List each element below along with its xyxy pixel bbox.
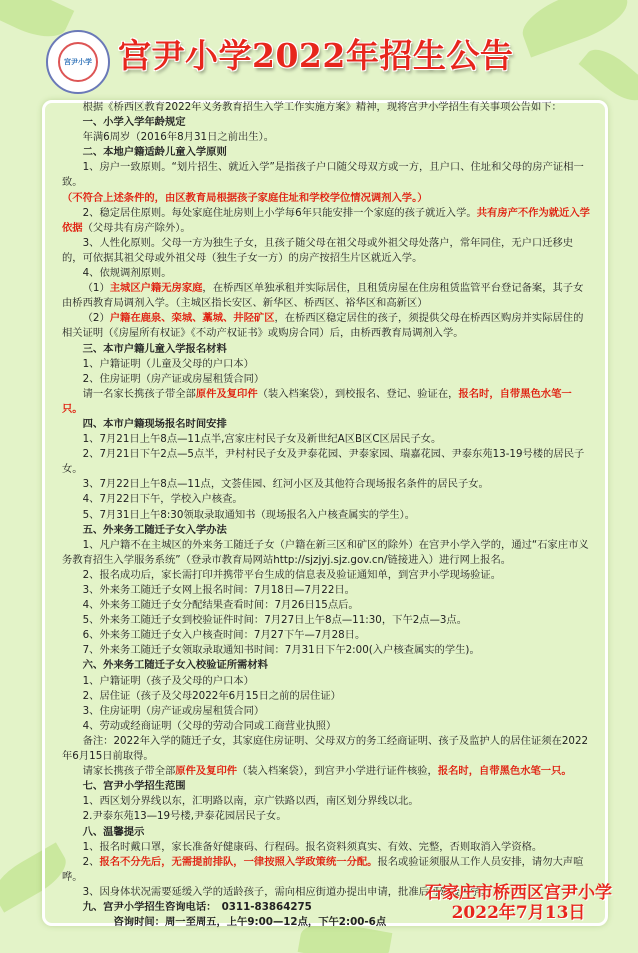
section-heading: 八、温馨提示 (82, 825, 145, 838)
list-item: 1、报名时戴口罩，家长准备好健康码、行程码。报名资料须真实、有效、完整，否则取消入学资格。 (82, 840, 543, 853)
section-heading: 四、本市户籍现场报名时间安排 (82, 417, 227, 430)
section-heading: 二、本地户籍适龄儿童入学原则 (82, 146, 227, 159)
list-item: 3、外来务工随迁子女网上报名时间：7月18日—7月22日。 (82, 584, 355, 596)
paragraph (62, 764, 592, 779)
text: 请一名家长携孩子带全部 (82, 387, 196, 400)
list-item: 5、7月31日上午8:30领取录取通知书（现场报名入户核查属实的学生）。 (82, 508, 416, 521)
school-name: 石家庄市桥西区宫尹小学 (425, 883, 612, 903)
section-heading: 五、外来务工随迁子女入学办法 (82, 523, 227, 536)
section-heading: 九、宫尹小学招生咨询电话： 0311-83864275 (82, 900, 312, 913)
list-item: 2、7月21日下午2点—5点半，尹村村民子女及尹泰花园、尹泰家园、瑞嘉花园、尹泰东苑13-19号楼的居民子女。 (62, 448, 585, 476)
red-notice: 原件及复印件 (195, 387, 258, 400)
list-item: 2.尹泰东苑13—19号楼,尹泰花园居民子女。 (82, 810, 287, 823)
text: ，在桥西区稳定居住的孩子，须提供父母在桥西区购房并实际居住的相关证明（《房屋所有权证》《不动产权证书》或购房合同）后，由桥西教育局调剂入学。 (62, 312, 584, 340)
leaf-decoration (516, 0, 635, 57)
list-item: 2、住房证明（房产证或房屋租赁合同） (82, 372, 265, 385)
remark: 备注：2022年入学的随迁子女，其家庭住房证明、父母双方的务工经商证明、孩子及监护人的居住证须在2022年6月15日前取得。 (62, 734, 589, 763)
red-notice: 报名不分先后，无需提前排队，一律按照入学政策统一分配。 (99, 855, 378, 868)
consult-hours: 咨询时间：周一至周五，上午9:00—12点，下午2:00-6点 (113, 916, 387, 929)
paragraph: 1、房户一致原则。“划片招生、就近入学”是指孩子户口随父母双方或一方，且户口、住址和父母的房产证相一致。 (62, 161, 584, 189)
red-notice: 共有房产不作为就近入学依据 (62, 206, 590, 234)
text: 2、稳定居住原则。每处家庭住址房则上小学每6年只能安排一个家庭的孩子就近入学。 (82, 206, 477, 219)
list-item: 7、外来务工随迁子女领取录取通知书时间：7月31日下午2:00(入户核查属实的学生)。 (82, 644, 480, 657)
text: （装入档案袋），到校报名、登记、验证在， (257, 387, 459, 400)
list-item: 1、凡户籍不在主城区的外来务工随迁子女（户籍在新三区和矿区的除外）在宫尹小学入学的，通过“石家庄市义务教育招生入学服务系统”（登录市教育局网站http://sjzjyj.sjz.gov.cn/链接进入）进行网上报名。 (62, 538, 589, 566)
text: （装入档案袋），到宫尹小学进行证件核验， (237, 765, 438, 778)
paragraph (62, 281, 592, 311)
intro: 根据《桥西区教育2022年义务教育招生入学工作实施方案》精神，现将宫尹小学招生有关事项公告如下： (82, 101, 562, 113)
list-item: 6、外来务工随迁子女入户核查时间：7月27下午—7月28日。 (82, 629, 366, 642)
section-heading: 六、外来务工随迁子女入校验证所需材料 (82, 659, 268, 672)
announcement-body (62, 100, 592, 930)
list-item: 1、西区划分界线以东，汇明路以南，京广铁路以西，南区划分界线以北。 (82, 795, 419, 808)
school-logo (46, 30, 110, 94)
text: （父母共有房产除外）。 (82, 221, 191, 234)
text: 报名或验证须服从工作人员安排，请勿大声喧哗。 (62, 855, 584, 883)
leaf-decoration (579, 41, 638, 109)
footer-signature (425, 883, 612, 923)
red-notice: 户籍在鹿泉、栾城、藁城、井陉矿区 (109, 312, 275, 325)
text: 2、 (82, 855, 100, 868)
paragraph (62, 206, 592, 236)
logo-emblem: 宫尹小学 (58, 42, 98, 82)
list-item: 4、劳动或经商证明（父母的劳动合同或工商营业执照） (82, 719, 337, 732)
list-item: 3、7月22日上午8点—11点，文荟佳园、红河小区及其他符合现场报名条件的居民子女。 (82, 478, 489, 491)
paragraph: 3、人性化原则。父母一方为独生子女，且孩子随父母在祖父母或外祖父母处落户，常年同住，无户口迁移史的，可依据其祖父母或外祖父母（独生子女一方）的房产按招生片区就近入学。 (62, 236, 574, 264)
list-item: 1、户籍证明（儿童及父母的户口本） (82, 357, 254, 370)
red-notice: （不符合上述条件的，由区教育局根据孩子家庭住址和学校学位情况调剂入学。） (62, 191, 428, 204)
red-notice: 报名时，自带黑色水笔一只。 (437, 765, 572, 778)
section-heading: 三、本市户籍儿童入学报名材料 (82, 342, 227, 355)
paragraph: 4、依规调剂原则。 (82, 267, 172, 280)
red-notice: 主城区户籍无房家庭 (109, 282, 203, 295)
list-item: 4、7月22日下午，学校入户核查。 (82, 493, 243, 506)
list-item: 3、住房证明（房产证或房屋租赁合同） (82, 704, 265, 717)
list-item: 2、报名成功后，家长需打印并携带平台生成的信息表及验证通知单，到宫尹小学现场验证。 (82, 568, 502, 581)
list-item: 2、居住证（孩子及父母2022年6月15日之前的居住证） (82, 689, 341, 702)
text: （2） (82, 312, 110, 325)
red-notice: 报名时，自带黑色水笔一只。 (62, 387, 572, 415)
paragraph: 年满6周岁（2016年8月31日之前出生）。 (82, 131, 275, 144)
section-heading: 七、宫尹小学招生范围 (82, 780, 186, 793)
text: 请家长携孩子带全部 (82, 765, 176, 778)
issue-date: 2022年7月13日 (451, 903, 586, 923)
list-item: 1、7月21日上午8点—11点半,宫家庄村民子女及新世纪A区B区C区居民子女。 (82, 433, 442, 446)
list-item: 4、外来务工随迁子女分配结果查看时间：7月26日15点后。 (82, 599, 359, 612)
list-item (62, 855, 592, 885)
paragraph (62, 311, 592, 341)
paragraph (62, 387, 592, 417)
text: ，在桥西区单独承租并实际居住，且租赁房屋在住房租赁监管平台登记备案，其子女由桥西教育局调剂入学。（主城区指长安区、新华区、桥西区、裕华区和高新区） (62, 282, 584, 310)
red-notice: 原件及复印件 (175, 765, 238, 778)
text: （1） (82, 282, 110, 295)
list-item: 3、因身体状况需要延缓入学的适龄孩子，需向相应街道办提出申请，批准后可延缓入学。 (82, 885, 491, 898)
section-heading: 一、小学入学年龄规定 (82, 116, 186, 129)
list-item: 5、外来务工随迁子女到校验证件时间：7月27日上午8点—11:30，下午2点—3点。 (82, 614, 468, 627)
list-item: 1、户籍证明（孩子及父母的户口本） (82, 674, 254, 687)
page-title: 宫尹小学2022年招生公告 (118, 36, 514, 75)
